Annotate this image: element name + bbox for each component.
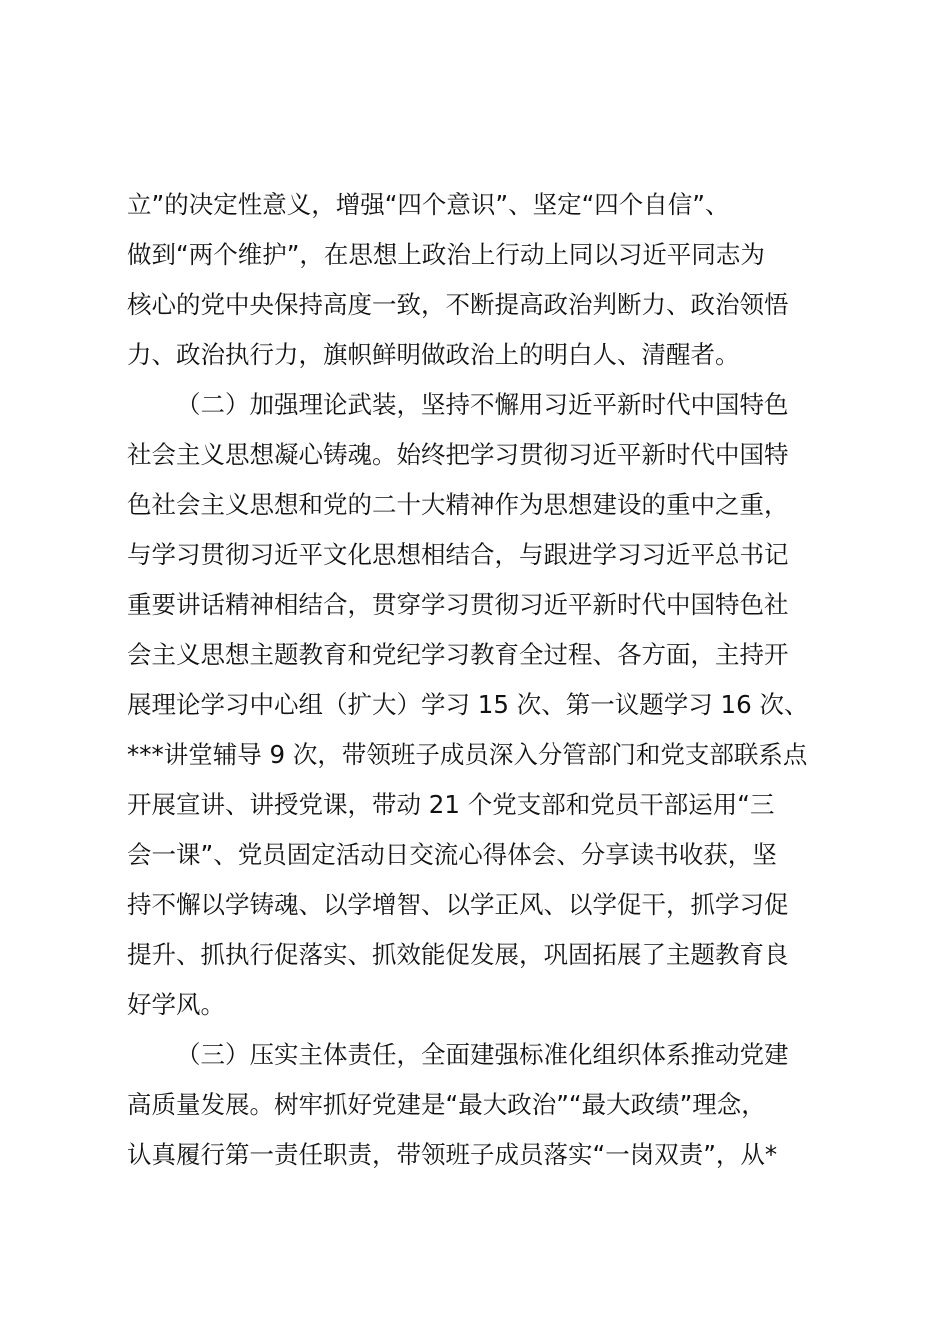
text-line: 立”的决定性意义，增强“四个意识”、坚定“四个自信”、 xyxy=(127,190,730,219)
text-line: 提升、抓执行促落实、抓效能促发展，巩固拓展了主题教育良 xyxy=(127,940,789,969)
text-line: 展理论学习中心组（扩大）学习 15 次、第一议题学习 16 次、 xyxy=(127,690,809,719)
text-line: 重要讲话精神相结合，贯穿学习贯彻习近平新时代中国特色社 xyxy=(127,590,789,619)
text-line: 会一课”、党员固定活动日交流心得体会、分享读书收获，坚 xyxy=(127,840,777,869)
text-line: 会主义思想主题教育和党纪学习教育全过程、各方面，主持开 xyxy=(127,640,789,669)
text-line: 持不懈以学铸魂、以学增智、以学正风、以学促干，抓学习促 xyxy=(127,890,789,919)
text-line: 力、政治执行力，旗帜鲜明做政治上的明白人、清醒者。 xyxy=(127,340,740,369)
text-line: 社会主义思想凝心铸魂。始终把学习贯彻习近平新时代中国特 xyxy=(127,440,789,469)
section-heading-line: （三）压实主体责任，全面建强标准化组织体系推动党建 xyxy=(176,1040,789,1069)
text-line: 做到“两个维护”，在思想上政治上行动上同以习近平同志为 xyxy=(127,240,765,269)
text-line: 认真履行第一责任职责，带领班子成员落实“一岗双责”，从* xyxy=(127,1140,778,1169)
text-line: 与学习贯彻习近平文化思想相结合，与跟进学习习近平总书记 xyxy=(127,540,789,569)
text-line: 好学风。 xyxy=(127,990,225,1019)
text-line: 色社会主义思想和党的二十大精神作为思想建设的重中之重， xyxy=(127,490,789,519)
text-line: 高质量发展。树牢抓好党建是“最大政治”“最大政绩”理念， xyxy=(127,1090,766,1119)
section-heading-line: （二）加强理论武装，坚持不懈用习近平新时代中国特色 xyxy=(176,390,789,419)
text-line: ***讲堂辅导 9 次，带领班子成员深入分管部门和党支部联系点 xyxy=(127,740,808,769)
text-line: 核心的党中央保持高度一致，不断提高政治判断力、政治领悟 xyxy=(127,290,789,319)
text-line: 开展宣讲、讲授党课，带动 21 个党支部和党员干部运用“三 xyxy=(127,790,775,819)
